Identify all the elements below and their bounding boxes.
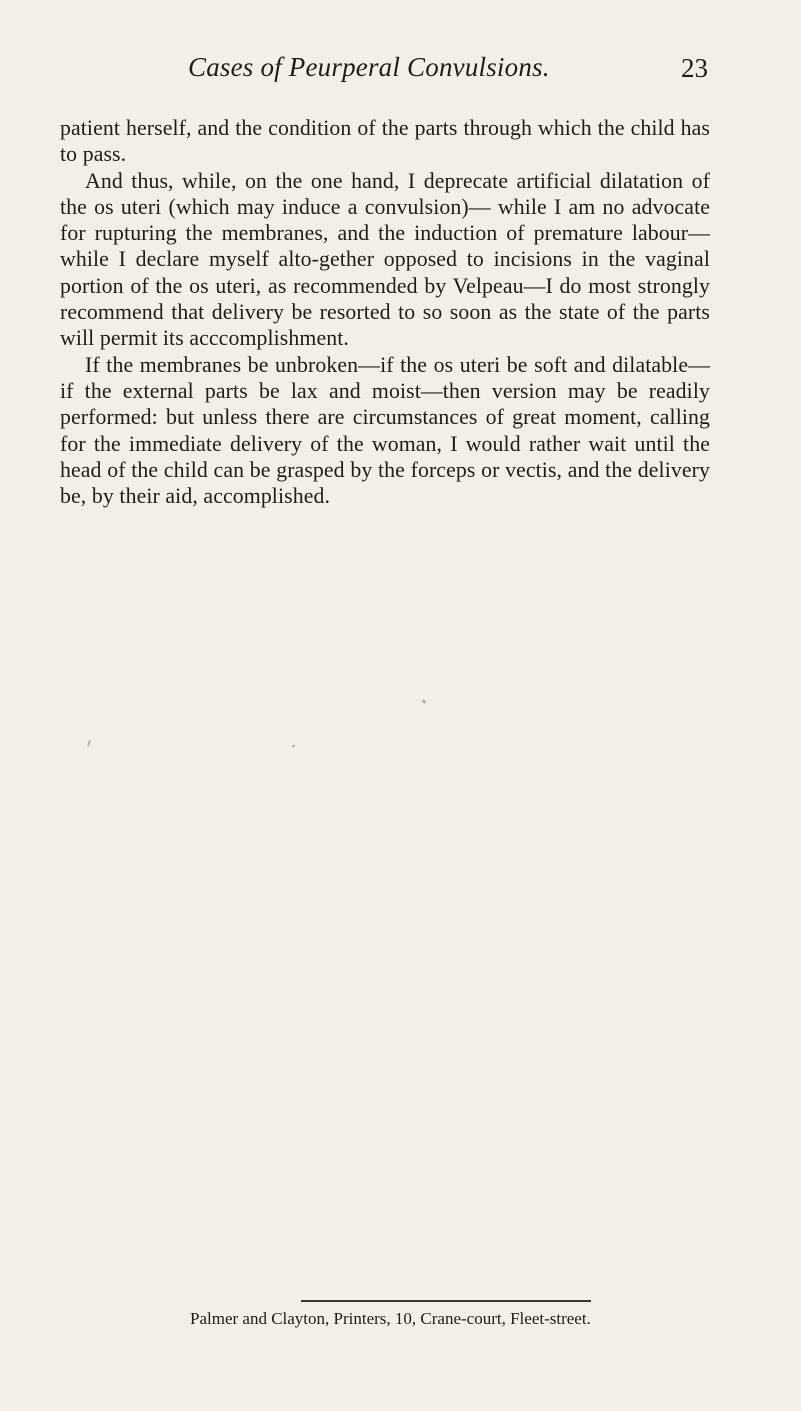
paragraph-2: And thus, while, on the one hand, I deprecate artificial dilatation of the os uteri (which may induce a convulsion)— while I am no advocate for rupturing the membranes, and the induction of premature labour—while I declare myself alto-gether opposed to incisions in the vaginal portion of the os uteri, as recommended by Velpeau—I do most strongly recommend that delivery be resorted to so soon as the state of the parts will permit its acccomplishment. bbox=[60, 168, 710, 351]
paragraph-3: If the membranes be unbroken—if the os uteri be soft and dilatable—if the external parts be lax and moist—then version may be readily performed: but unless there are circumstances of great moment, calling for the immediate delivery of the woman, I would rather wait until the head of the child can be grasped by the forceps or vectis, and the delivery be, by their aid, accomplished. bbox=[60, 352, 710, 509]
page-number: 23 bbox=[681, 53, 708, 83]
body-text bbox=[60, 115, 710, 509]
running-title: Cases of Peurperal Convulsions. bbox=[188, 52, 550, 82]
running-head bbox=[188, 52, 708, 92]
imprint-rule bbox=[301, 1300, 591, 1302]
paper-speck bbox=[292, 744, 296, 747]
paragraph-1: patient herself, and the condition of the parts through which the child has to pass. bbox=[60, 116, 710, 167]
paper-speck bbox=[87, 740, 91, 746]
imprint-text: Palmer and Clayton, Printers, 10, Crane-court, Fleet-street. bbox=[190, 1309, 591, 1328]
paper-speck bbox=[422, 699, 427, 704]
